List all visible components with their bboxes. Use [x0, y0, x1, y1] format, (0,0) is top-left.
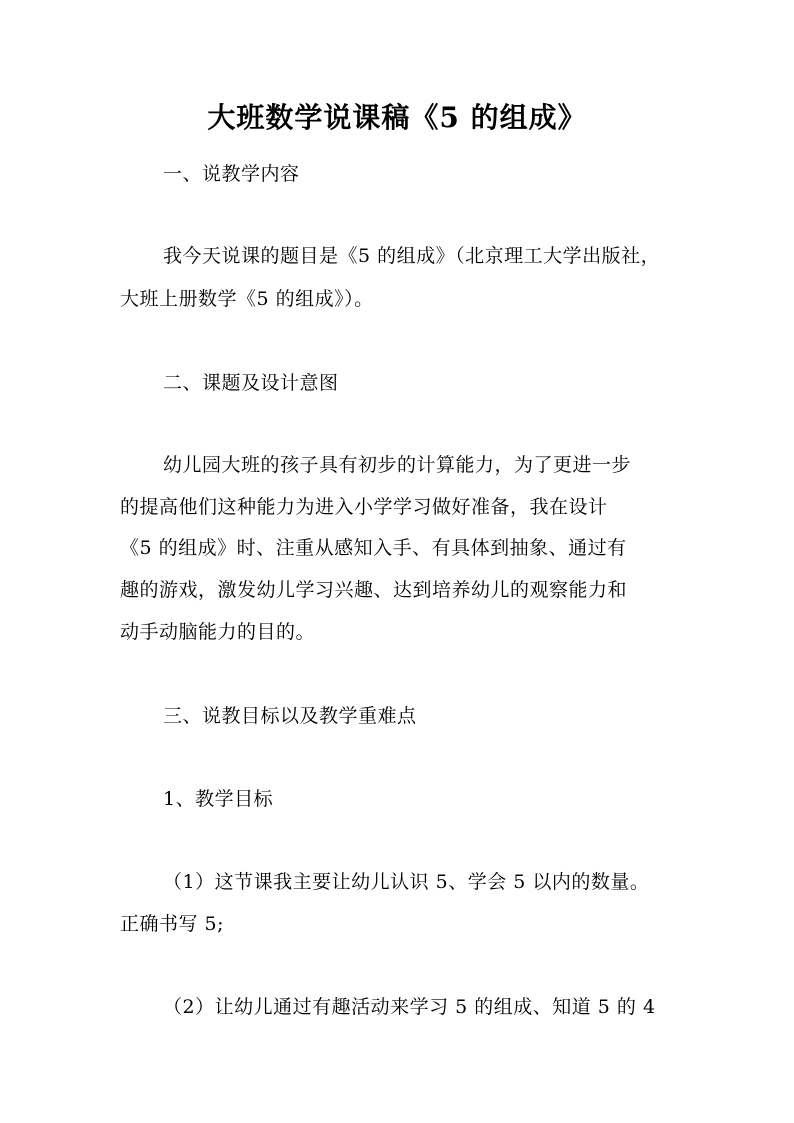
paragraph-line: （2）让幼儿通过有趣活动来学习 5 的组成、知道 5 的 4: [163, 996, 656, 1018]
paragraph-line: 幼儿园大班的孩子具有初步的计算能力，为了更进一步: [163, 454, 632, 476]
paragraph-line: 动手动脑能力的目的。: [120, 621, 316, 643]
paragraph-line: 《5 的组成》时、注重从感知入手、有具体到抽象、通过有: [120, 537, 627, 559]
paragraph-line: 大班上册数学《5 的组成》）。: [120, 288, 374, 310]
section-heading-teaching-goals: 三、说教目标以及教学重难点: [163, 705, 417, 727]
paragraph-line: 正确书写 5;: [120, 913, 225, 935]
subsection-heading-teaching-goals: 1、教学目标: [163, 788, 274, 810]
section-heading-teaching-content: 一、说教学内容: [163, 163, 300, 185]
paragraph-line: 趣的游戏，激发幼儿学习兴趣、达到培养幼儿的观察能力和: [120, 579, 628, 601]
paragraph-line: （1）这节课我主要让幼儿认识 5、学会 5 以内的数量。: [163, 871, 650, 893]
paragraph-line: 的提高他们这种能力为进入小学学习做好准备，我在设计: [120, 496, 608, 518]
document-title: 大班数学说课稿《5 的组成》: [207, 101, 587, 134]
section-heading-design-intent: 二、课题及设计意图: [163, 372, 339, 394]
paragraph-line: 我今天说课的题目是《5 的组成》（北京理工大学出版社，: [163, 245, 661, 267]
